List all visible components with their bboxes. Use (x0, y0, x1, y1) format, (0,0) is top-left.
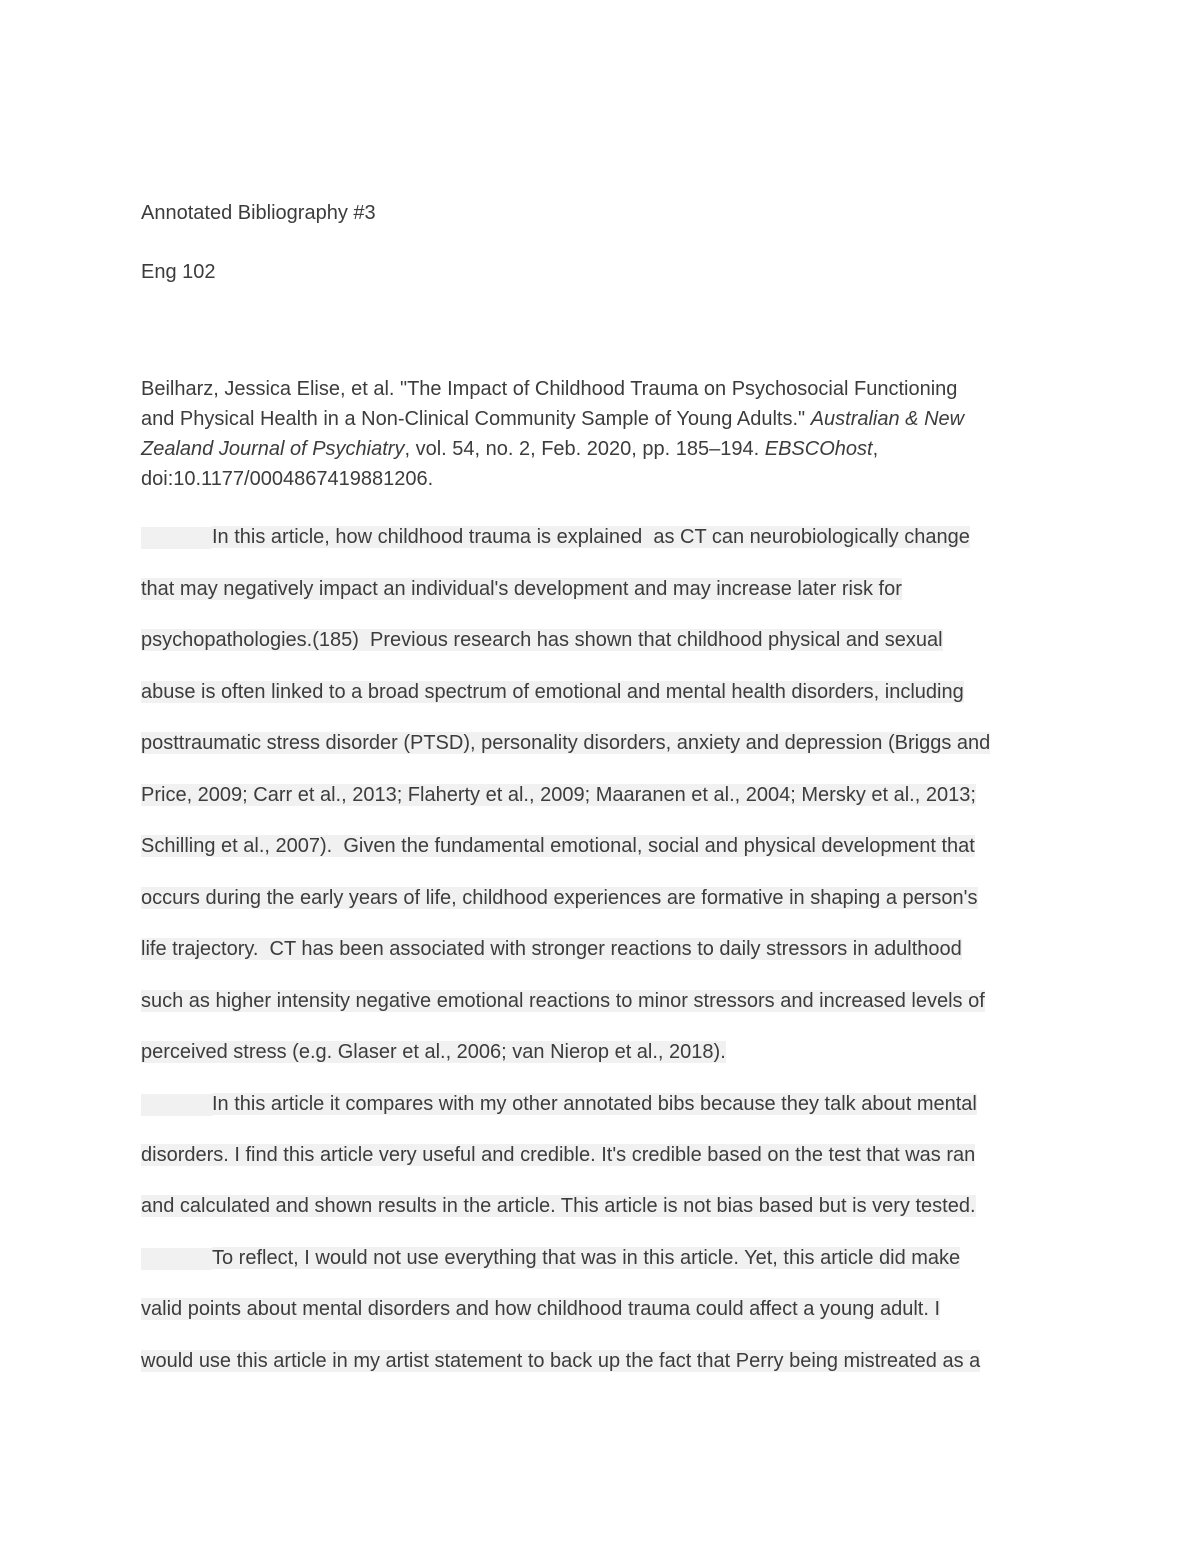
paragraph-line (141, 1193, 976, 1219)
paragraph-text: Price, 2009; Carr et al., 2013; Flaherty et al., 2009; Maaranen et al., 2004; Mersky et al., 2013; (141, 784, 976, 806)
paragraph-text: would use this article in my artist statement to back up the fact that Perry being mistreated as a (141, 1350, 981, 1372)
paragraph-text: psychopathologies.(185) Previous research has shown that childhood physical and sexual (141, 629, 943, 651)
citation-line: Beilharz, Jessica Elise, et al. "The Impact of Childhood Trauma on Psychosocial Functioning (141, 378, 958, 400)
citation-text: and Physical Health in a Non-Clinical Community Sample of Young Adults." (141, 408, 811, 430)
database-name: EBSCOhost (764, 438, 873, 460)
paragraph-text: abuse is often linked to a broad spectrum of emotional and mental health disorders, including (141, 681, 964, 703)
journal-title: Australian & New (810, 408, 965, 430)
paragraph-text: that may negatively impact an individual's development and may increase later risk for (141, 578, 902, 600)
course-label: Eng 102 (141, 261, 216, 283)
citation-line (141, 406, 964, 432)
paragraph-line (141, 1142, 975, 1168)
citation-text: , vol. 54, no. 2, Feb. 2020, pp. 185–194. (404, 438, 765, 460)
paragraph-text: occurs during the early years of life, childhood experiences are formative in shaping a person's (141, 887, 978, 909)
paragraph-line (141, 782, 976, 808)
paragraph-indent (141, 1248, 212, 1270)
paragraph-text: In this article, how childhood trauma is explained as CT can neurobiologically change (212, 526, 970, 548)
paragraph-text: Schilling et al., 2007). Given the fundamental emotional, social and physical development that (141, 835, 975, 857)
paragraph-line (141, 524, 970, 550)
paragraph-text: life trajectory. CT has been associated with stronger reactions to daily stressors in adulthood (141, 938, 962, 960)
journal-title: Zealand Journal of Psychiatry (141, 438, 405, 460)
paragraph-line (141, 988, 985, 1014)
citation-doi: doi:10.1177/0004867419881206. (141, 468, 434, 490)
paragraph-line (141, 885, 978, 911)
paragraph-text: perceived stress (e.g. Glaser et al., 2006; van Nierop et al., 2018). (141, 1041, 726, 1063)
paragraph-line (141, 1039, 726, 1065)
document-title: Annotated Bibliography #3 (141, 202, 376, 224)
paragraph-line (141, 1348, 980, 1374)
paragraph-text: In this article it compares with my other annotated bibs because they talk about mental (212, 1093, 977, 1115)
paragraph-line (141, 679, 964, 705)
citation-line (141, 436, 878, 462)
paragraph-text: To reflect, I would not use everything that was in this article. Yet, this article did make (212, 1247, 961, 1269)
paragraph-text: posttraumatic stress disorder (PTSD), personality disorders, anxiety and depression (Briggs and (141, 732, 991, 754)
paragraph-line (141, 1296, 940, 1322)
paragraph-indent (141, 527, 212, 549)
paragraph-line (141, 1091, 977, 1117)
paragraph-line (141, 936, 962, 962)
paragraph-line (141, 627, 943, 653)
paragraph-text: such as higher intensity negative emotional reactions to minor stressors and increased levels of (141, 990, 985, 1012)
paragraph-text: valid points about mental disorders and how childhood trauma could affect a young adult. I (141, 1298, 941, 1320)
citation-text: , (872, 438, 879, 460)
paragraph-line (141, 730, 990, 756)
paragraph-line (141, 576, 902, 602)
paragraph-text: disorders. I find this article very useful and credible. It's credible based on the test that was ran (141, 1144, 976, 1166)
paragraph-text: and calculated and shown results in the article. This article is not bias based but is very tested. (141, 1195, 976, 1217)
paragraph-line (141, 833, 975, 859)
paragraph-line (141, 1245, 960, 1271)
paragraph-indent (141, 1094, 212, 1116)
